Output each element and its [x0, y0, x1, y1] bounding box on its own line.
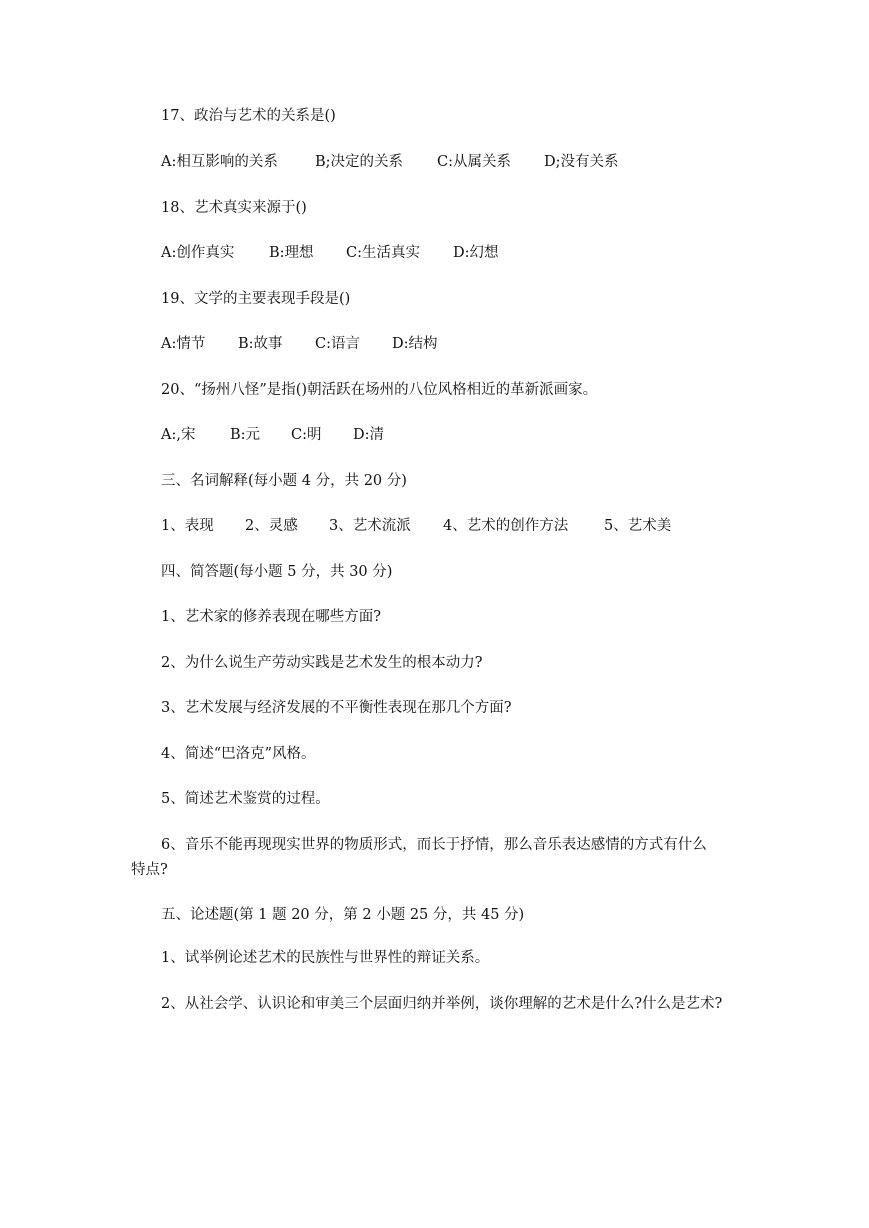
short-answer-item-6-line-1: 6、音乐不能再现现实世界的物质形式，而长于抒情，那么音乐表达感情的方式有什么 — [161, 837, 707, 853]
short-answer-item: 3、艺术发展与经济发展的不平衡性表现在那几个方面? — [161, 700, 512, 716]
question-19-options — [161, 334, 438, 354]
question-17: 17、政治与艺术的关系是() — [161, 108, 336, 124]
option-a: A:创作真实 — [161, 245, 235, 261]
question-20: 20、“扬州八怪”是指()朝活跃在场州的八位风格相近的革新派画家。 — [161, 382, 598, 398]
section-4-heading: 四、简答题(每小题 5 分，共 30 分) — [161, 564, 393, 580]
short-answer-item: 1、艺术家的修养表现在哪些方面? — [161, 609, 381, 625]
option-c: C:生活真实 — [346, 245, 420, 261]
short-answer-item: 2、为什么说生产劳动实践是艺术发生的根本动力? — [161, 655, 483, 671]
short-answer-item: 5、简述艺术鉴赏的过程。 — [161, 791, 330, 807]
section-3-terms — [161, 516, 671, 536]
option-d: D;没有关系 — [544, 154, 619, 170]
question-18: 18、艺术真实来源于() — [161, 200, 307, 216]
term-item: 2、灵感 — [245, 518, 298, 534]
term-item: 1、表现 — [161, 518, 214, 534]
option-a: A:相互影响的关系 — [161, 154, 278, 170]
question-20-options — [161, 425, 384, 445]
option-a: A:情节 — [161, 336, 206, 352]
option-b: B;决定的关系 — [315, 154, 404, 170]
section-3-heading: 三、名词解释(每小题 4 分，共 20 分) — [161, 473, 407, 489]
question-18-options — [161, 243, 499, 263]
short-answer-item-6-line-2: 特点? — [131, 862, 168, 878]
essay-item: 2、从社会学、认识论和审美三个层面归纳并举例，谈你理解的艺术是什么?什么是艺术? — [161, 996, 723, 1012]
essay-item: 1、试举例论述艺术的民族性与世界性的辩证关系。 — [161, 950, 490, 966]
option-d: D:幻想 — [453, 245, 499, 261]
option-b: B:故事 — [238, 336, 283, 352]
section-5-heading: 五、论述题(第 1 题 20 分，第 2 小题 25 分，共 45 分) — [161, 907, 525, 923]
option-c: C:明 — [291, 427, 322, 443]
term-item: 4、艺术的创作方法 — [443, 518, 569, 534]
term-item: 3、艺术流派 — [329, 518, 411, 534]
option-a: A:,宋 — [161, 427, 196, 443]
option-c: C:语言 — [315, 336, 360, 352]
term-item: 5、艺术美 — [604, 518, 672, 534]
short-answer-item: 4、简述“巴洛克”风格。 — [161, 746, 316, 762]
option-c: C:从属关系 — [437, 154, 511, 170]
option-d: D:清 — [353, 427, 385, 443]
question-17-options — [161, 152, 619, 172]
option-d: D:结构 — [392, 336, 438, 352]
question-19: 19、文学的主要表现手段是() — [161, 291, 351, 307]
option-b: B:元 — [230, 427, 261, 443]
option-b: B:理想 — [269, 245, 314, 261]
